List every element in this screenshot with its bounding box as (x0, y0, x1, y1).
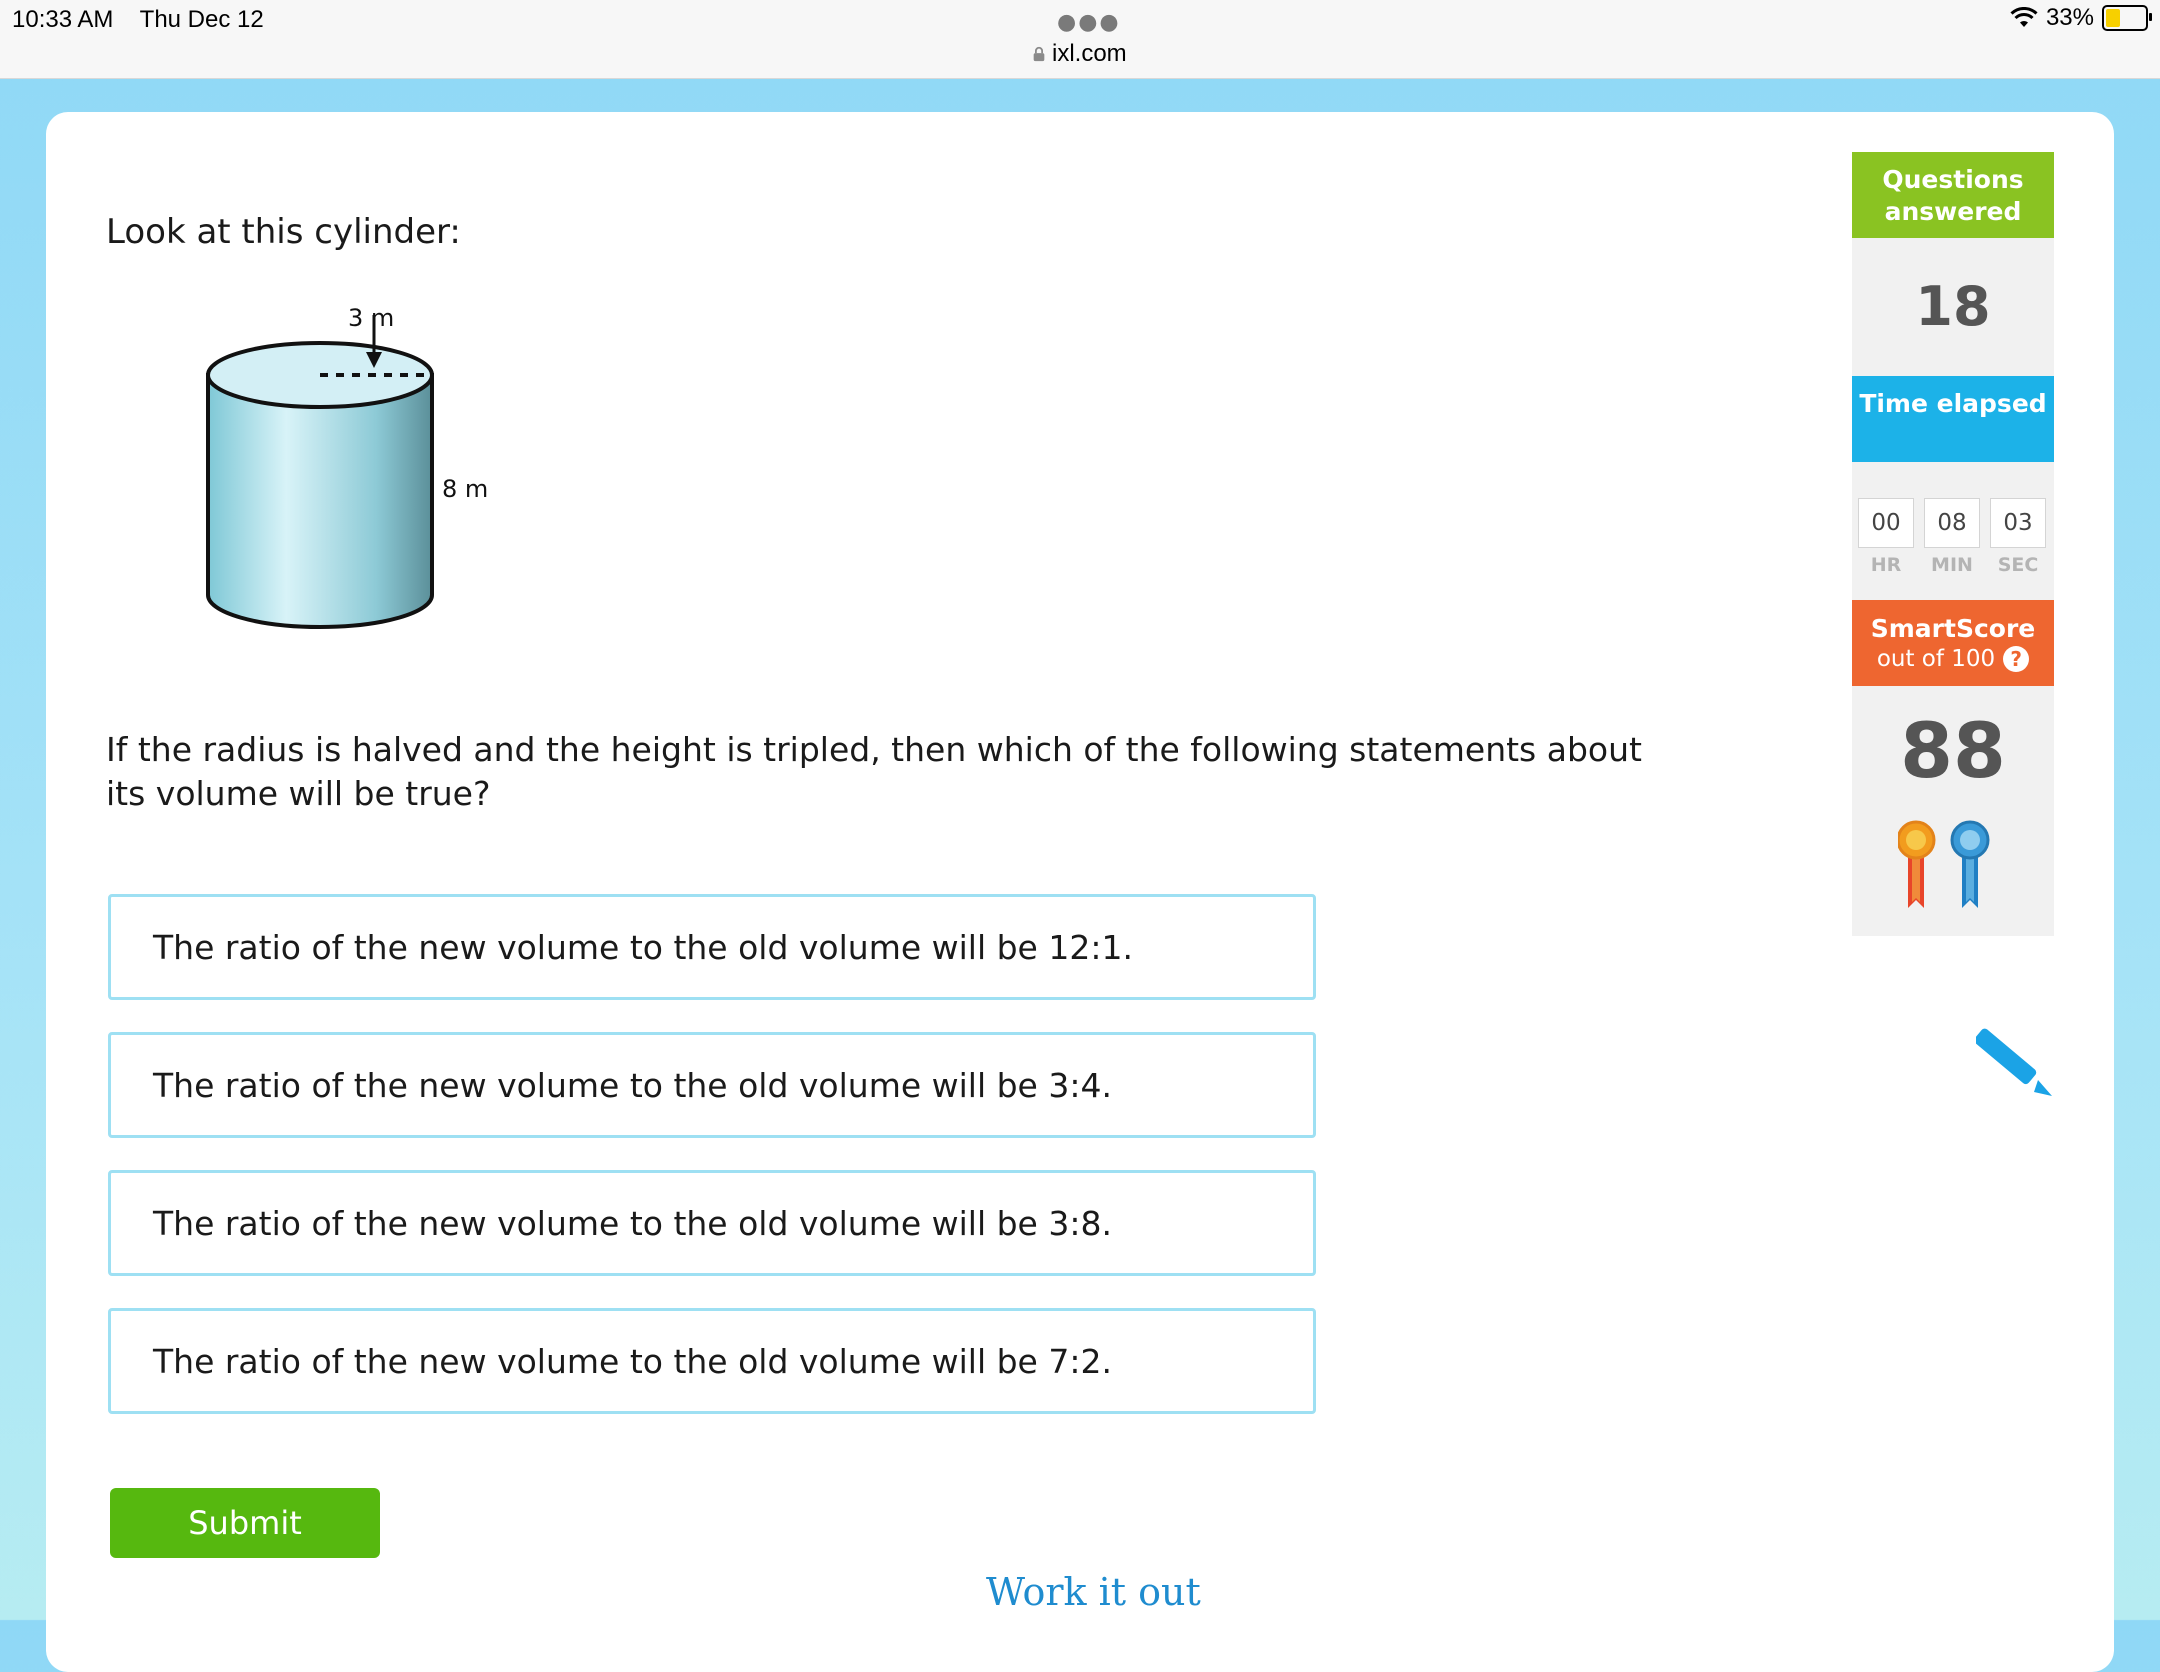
cylinder-figure (190, 290, 510, 650)
timer-hours: 00 (1858, 498, 1914, 548)
answer-choice-3[interactable] (108, 1170, 1316, 1276)
answer-choice-label: The ratio of the new volume to the old volume will be 7:2. (153, 1341, 1112, 1381)
questions-answered-value: 18 (1852, 238, 2054, 376)
answer-choice-1[interactable] (108, 894, 1316, 1000)
height-label: 8 m (442, 475, 489, 503)
answer-choice-4[interactable] (108, 1308, 1316, 1414)
timer-minutes: 08 (1924, 498, 1980, 548)
status-date: Thu Dec 12 (139, 6, 264, 33)
work-it-out-link[interactable]: Work it out (986, 1570, 1201, 1614)
question-prompt: Look at this cylinder: (106, 212, 461, 252)
url-text: ixl.com (1052, 40, 1127, 67)
answer-choice-label: The ratio of the new volume to the old volume will be 3:4. (153, 1065, 1112, 1105)
submit-button[interactable]: Submit (110, 1488, 380, 1558)
more-dots-icon[interactable]: ●●● (1057, 10, 1121, 35)
timer-seconds: 03 (1990, 498, 2046, 548)
status-time-date (12, 6, 264, 34)
status-indicators (2010, 4, 2148, 32)
answer-choice-label: The ratio of the new volume to the old volume will be 12:1. (153, 927, 1133, 967)
questions-answered-header: Questions answered (1852, 152, 2054, 238)
battery-percent: 33% (2045, 4, 2094, 31)
smartscore-out-of: out of 100 (1876, 646, 1996, 672)
time-elapsed-timer (1852, 462, 2054, 600)
radius-label: 3 m (348, 304, 395, 332)
status-bar (0, 0, 2160, 79)
smartscore-subtitle (1852, 644, 2054, 674)
answer-choice-2[interactable] (108, 1032, 1316, 1138)
time-elapsed-header: Time elapsed (1852, 376, 2054, 462)
smartscore-panel (1852, 686, 2054, 936)
timer-hours-label: HR (1870, 554, 1902, 576)
smartscore-title: SmartScore (1870, 614, 2036, 643)
timer-minutes-label: MIN (1931, 554, 1973, 576)
lock-icon (1032, 46, 1046, 62)
answer-choice-label: The ratio of the new volume to the old volume will be 3:8. (153, 1203, 1112, 1243)
help-icon[interactable]: ? (2003, 646, 2029, 672)
timer-seconds-label: SEC (1997, 554, 2039, 576)
cylinder-body (208, 375, 432, 627)
pencil-icon[interactable] (1976, 1020, 2056, 1100)
status-time: 10:33 AM (12, 6, 114, 33)
address-bar[interactable] (1032, 40, 1127, 68)
award-ribbons-icon (1898, 818, 2008, 918)
smartscore-value: 88 (1900, 706, 2006, 795)
wifi-icon (2010, 7, 2038, 29)
question-text: If the radius is halved and the height is tripled, then which of the following statements about its volume will be true? (106, 730, 1642, 813)
smartscore-header (1852, 600, 2054, 686)
battery-charging-icon (2102, 5, 2148, 31)
